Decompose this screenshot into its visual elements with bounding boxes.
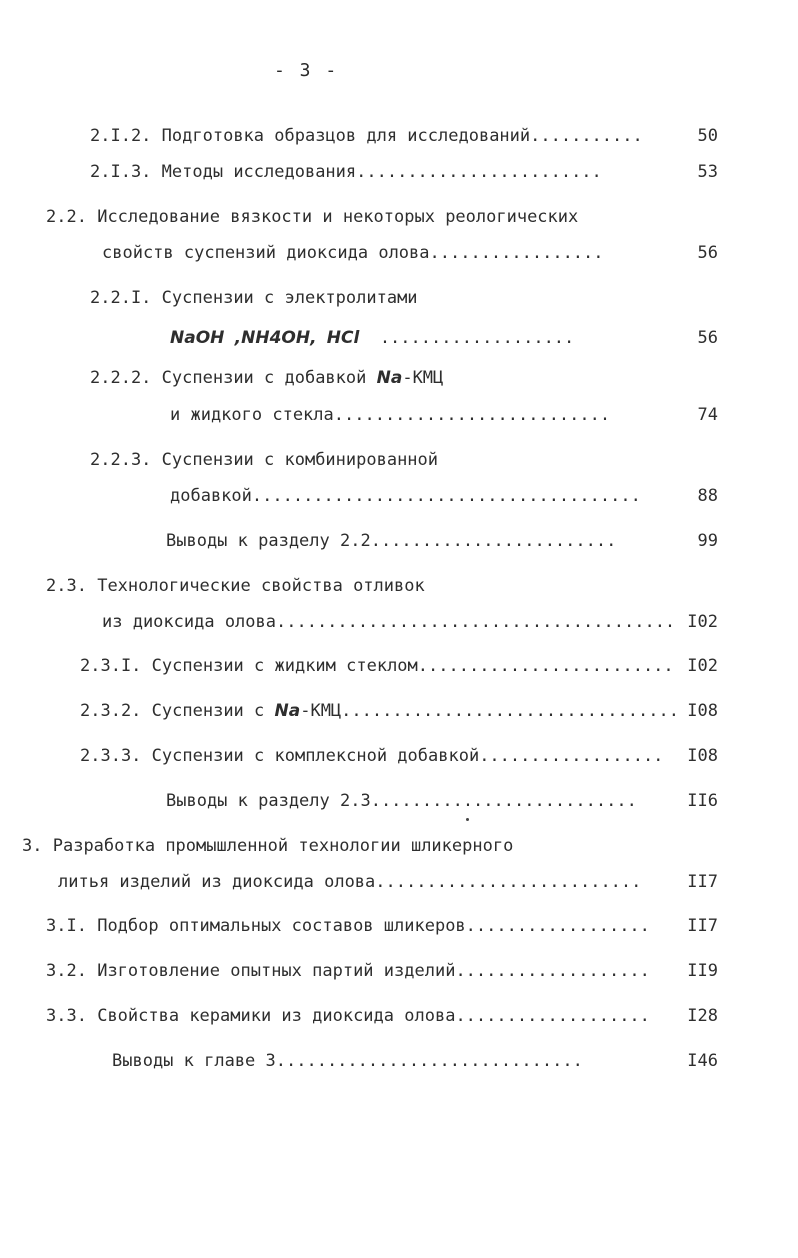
toc-number: 2.3.3.	[80, 746, 142, 766]
toc-number: 2.I.3.	[90, 162, 152, 182]
toc-leader: ..................	[465, 916, 650, 936]
toc-page: II7	[687, 872, 718, 892]
toc-page: 88	[697, 486, 718, 506]
toc-leader: ........................	[356, 162, 602, 182]
toc-entry-2-3-continued	[102, 612, 675, 632]
toc-number: 2.3.2.	[80, 701, 142, 721]
toc-entry-conclusions-2-2	[166, 531, 616, 551]
toc-entry-3-continued	[58, 872, 641, 892]
toc-title-tail: -КМЦ	[402, 368, 444, 388]
toc-title: Суспензии с комплексной добавкой	[151, 746, 480, 766]
toc-title: Подбор оптимальных составов шликеров	[97, 916, 466, 936]
toc-number: 3.I.	[46, 916, 87, 936]
toc-leader: ...................	[455, 961, 650, 981]
toc-number: 2.I.2.	[90, 126, 152, 146]
toc-title: Суспензии с комбинированной	[161, 450, 439, 470]
toc-page: 74	[697, 405, 718, 425]
toc-leader: ...................	[455, 1006, 650, 1026]
toc-page: II7	[687, 916, 718, 936]
toc-title: Выводы к главе 3	[112, 1051, 276, 1071]
toc-entry-3	[22, 836, 513, 856]
toc-number: 3.	[22, 836, 43, 856]
toc-entry-3-1	[46, 916, 650, 936]
toc-title-tail: -КМЦ	[300, 701, 342, 721]
toc-entry-2-1-3	[90, 162, 602, 182]
toc-entry-3-3	[46, 1006, 650, 1026]
toc-entry-conclusions-3	[112, 1051, 583, 1071]
toc-page: I02	[687, 612, 718, 632]
toc-leader: .................................	[341, 701, 679, 721]
toc-title: Выводы к разделу 2.2	[166, 531, 371, 551]
toc-title: Подготовка образцов для исследований	[161, 126, 531, 146]
toc-leader: ...........	[530, 126, 643, 146]
toc-title-cont: литья изделий из диоксида олова	[58, 872, 376, 892]
page-number: - 3 -	[274, 60, 339, 81]
toc-leader: ..........................	[370, 791, 637, 811]
toc-title: Разработка промышленной технологии шликерного	[52, 836, 514, 856]
toc-title-cont: свойств суспензий диоксида олова	[102, 243, 430, 263]
toc-leader: ........................	[370, 531, 617, 551]
toc-title: Суспензии с жидким стеклом	[151, 656, 418, 676]
toc-entry-conclusions-2-3	[166, 791, 637, 811]
toc-page: 56	[697, 328, 718, 348]
toc-title: Методы исследования	[161, 162, 357, 182]
toc-number: 2.2.	[46, 207, 87, 227]
toc-title: Суспензии с электролитами	[161, 288, 418, 308]
toc-page: 50	[697, 126, 718, 146]
chem-hcl: HCl	[326, 328, 360, 348]
chem-separator: ,	[234, 328, 242, 348]
toc-leader: .................	[429, 243, 604, 263]
toc-leader: .........................	[417, 656, 674, 676]
toc-page: I28	[687, 1006, 718, 1026]
toc-page: I02	[687, 656, 718, 676]
toc-leader: .......................................	[276, 612, 676, 632]
toc-entry-2-3-1	[80, 656, 674, 676]
toc-title: Суспензии с добавкой	[161, 368, 367, 388]
toc-entry-2-3	[46, 576, 425, 596]
toc-title: Суспензии с	[151, 701, 265, 721]
toc-entry-2-2-3-continued	[170, 486, 641, 506]
toc-title-cont: из диоксида олова	[102, 612, 276, 632]
toc-page: I08	[687, 701, 718, 721]
toc-title: Изготовление опытных партий изделий	[97, 961, 456, 981]
toc-title: Выводы к разделу 2.3	[166, 791, 371, 811]
chem-nh4oh: NH4OH	[241, 328, 311, 348]
toc-page: 56	[697, 243, 718, 263]
toc-page: II6	[687, 791, 718, 811]
toc-leader: ...........................	[333, 405, 611, 425]
toc-leader: ...................	[379, 328, 575, 348]
toc-entry-2-2-1	[90, 288, 418, 308]
toc-entry-2-2-3	[90, 450, 438, 470]
toc-entry-3-2	[46, 961, 650, 981]
toc-title-cont: добавкой	[170, 486, 252, 506]
toc-number: 2.3.	[46, 576, 87, 596]
toc-leader: ..............................	[275, 1051, 583, 1071]
toc-title: Свойства керамики из диоксида олова	[97, 1006, 456, 1026]
toc-entry-2-3-3	[80, 746, 663, 766]
toc-number: 2.3.I.	[80, 656, 142, 676]
toc-page: 99	[697, 531, 718, 551]
toc-page: I46	[687, 1051, 718, 1071]
chem-na: Na	[376, 368, 403, 388]
toc-leader: ..................	[479, 746, 664, 766]
toc-entry-2-2-2-continued	[170, 405, 610, 425]
toc-entry-2-3-2	[80, 701, 679, 721]
chem-separator: ,	[310, 328, 317, 348]
toc-page: II9	[687, 961, 718, 981]
toc-number: 2.2.2.	[90, 368, 152, 388]
toc-entry-2-2	[46, 207, 578, 227]
toc-title: Исследование вязкости и некоторых реологических	[97, 207, 579, 227]
toc-leader: ......................................	[251, 486, 641, 506]
toc-title-cont: и жидкого стекла	[170, 405, 334, 425]
ink-speck	[466, 818, 469, 821]
toc-entry-2-2-continued	[102, 243, 604, 263]
toc-number: 2.2.I.	[90, 288, 152, 308]
toc-page: 53	[697, 162, 718, 182]
toc-title: Технологические свойства отливок	[97, 576, 425, 596]
toc-number: 3.2.	[46, 961, 87, 981]
toc-number: 3.3.	[46, 1006, 87, 1026]
toc-leader: ..........................	[375, 872, 642, 892]
toc-page: I08	[687, 746, 718, 766]
toc-entry-2-2-2	[90, 368, 443, 388]
toc-entry-2-1-2	[90, 126, 643, 146]
toc-entry-2-2-1-continued	[170, 328, 574, 348]
chem-naoh: NaOH	[170, 328, 225, 348]
toc-number: 2.2.3.	[90, 450, 152, 470]
chem-na: Na	[274, 701, 301, 721]
